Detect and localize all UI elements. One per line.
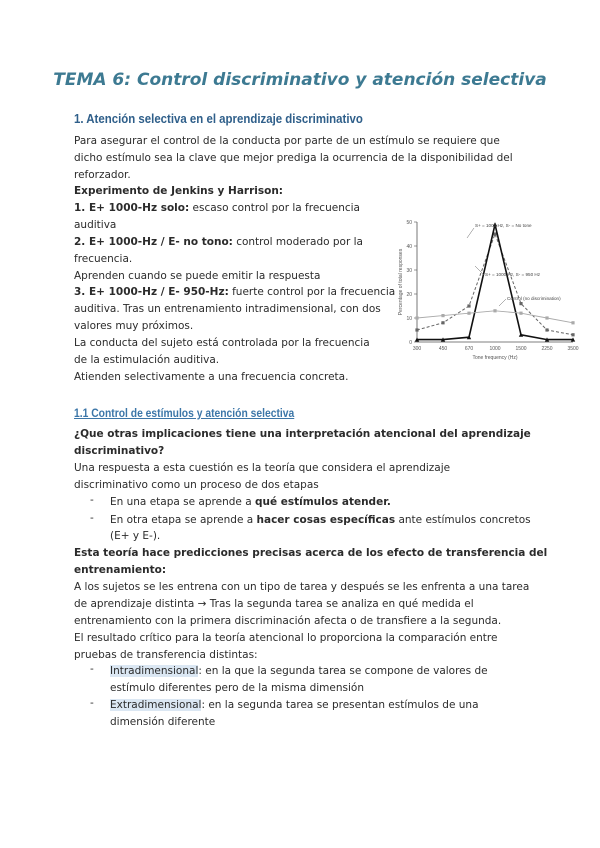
bullet-continuation: dimensión diferente [110, 716, 216, 728]
x-tick-label: 3500 [567, 346, 579, 352]
bullet-item-intradimensional [110, 663, 488, 680]
term-intradimensional: Intradimensional [110, 665, 199, 677]
paragraph-line: dicho estímulo sea la clave que mejor prediga la ocurrencia de la disponibilidad del [74, 152, 513, 164]
y-tick-label: 40 [406, 244, 412, 250]
experiment-item-1 [74, 200, 360, 217]
bullet-dash: - [90, 663, 94, 675]
data-point [415, 328, 418, 331]
paragraph-line: de la estimulación auditiva. [74, 354, 220, 366]
x-tick-label: 1000 [489, 346, 501, 352]
experiment-item-3 [74, 284, 395, 301]
y-tick-label: 50 [406, 220, 412, 226]
x-tick-label: 2250 [541, 346, 553, 352]
y-tick-label: 0 [409, 340, 412, 346]
paragraph-line: de aprendizaje distinta → Tras la segunda tarea se analiza en qué medida el [74, 598, 474, 610]
y-tick-label: 10 [406, 316, 412, 322]
experiment-item-2-label: 2. E+ 1000-Hz / E- no tono: [74, 236, 233, 248]
bullet-continuation: (E+ y E-). [110, 530, 161, 542]
series-line [417, 234, 573, 335]
y-tick-label: 30 [406, 268, 412, 274]
x-tick-label: 1500 [515, 346, 527, 352]
data-point [441, 314, 444, 317]
experiment-item-1-text: escaso control por la frecuencia [189, 202, 360, 214]
annotation-pointer [467, 228, 474, 238]
data-point [415, 316, 418, 319]
data-point [571, 333, 574, 336]
paragraph-line: La conducta del sujeto está controlada por la frecuencia [74, 337, 370, 349]
bullet-text: : en la que la segunda tarea se compone de valores de [198, 665, 488, 677]
paragraph-line: Para asegurar el control de la conducta por parte de un estímulo se requiere que [74, 135, 500, 147]
paragraph-line: A los sujetos se les entrena con un tipo de tarea y después se les enfrenta a una tarea [74, 581, 530, 593]
paragraph-line: Atienden selectivamente a una frecuencia concreta. [74, 371, 349, 383]
chart-annotation: S+ = 1000 Hz, S- = 950 Hz [485, 272, 541, 277]
bullet-text: : en la segunda tarea se presentan estímulos de una [201, 699, 479, 711]
bullet-item [110, 494, 391, 511]
series-line [417, 224, 573, 339]
bullet-item-extradimensional [110, 697, 479, 714]
paragraph-line: pruebas de transferencia distintas: [74, 649, 258, 661]
data-point [545, 316, 548, 319]
section-heading-1-1: 1.1 Control de estímulos y atención selectiva [74, 406, 295, 420]
bullet-dash: - [90, 494, 94, 506]
x-tick-label: 670 [464, 346, 474, 352]
generalization-gradient-chart [395, 214, 585, 364]
data-point [519, 302, 522, 305]
question-line: discriminativo? [74, 445, 165, 457]
y-axis-label: Percentage of total responses [398, 248, 404, 316]
term-extradimensional: Extradimensional [110, 699, 202, 711]
section-heading-1: 1. Atención selectiva en el aprendizaje discriminativo [74, 111, 363, 126]
bullet-text: En otra etapa se aprende a [110, 514, 257, 526]
bullet-emphasis: qué estímulos atender. [254, 496, 391, 508]
chart-annotation: Control (no discrimination) [507, 296, 561, 301]
page-title: TEMA 6: Control discriminativo y atención selectiva [53, 70, 547, 90]
paragraph-line: entrenamiento con la primera discriminación afecta o de transfiere a la segunda. [74, 615, 502, 627]
chart-annotation: S+ = 1000 Hz, S- = No tone [475, 223, 532, 228]
experiment-item-3-label: 3. E+ 1000-Hz / E- 950-Hz: [74, 286, 229, 298]
data-point [545, 328, 548, 331]
data-point [467, 312, 470, 315]
paragraph-line: valores muy próximos. [74, 320, 194, 332]
paragraph-line: discriminativo como un proceso de dos etapas [74, 479, 319, 491]
data-point [519, 312, 522, 315]
data-point [441, 321, 444, 324]
paragraph-line: auditiva. Tras un entrenamiento intradimensional, con dos [74, 303, 381, 315]
bullet-emphasis: hacer cosas específicas [256, 514, 396, 526]
data-point [493, 309, 496, 312]
data-point [493, 232, 496, 235]
question-line: ¿Que otras implicaciones tiene una interpretación atencional del aprendizaje [74, 428, 531, 440]
prediction-line: Esta teoría hace predicciones precisas acerca de los efecto de transferencia del [74, 547, 548, 559]
annotation-pointer [475, 266, 484, 275]
annotation-pointer [499, 299, 506, 306]
paragraph-line: Aprenden cuando se puede emitir la respuesta [74, 270, 321, 282]
y-tick-label: 20 [406, 292, 412, 298]
x-axis-label: Tone frequency (Hz) [472, 355, 518, 361]
prediction-line: entrenamiento: [74, 564, 167, 576]
paragraph-line: auditiva [74, 219, 117, 231]
x-tick-label: 300 [412, 346, 422, 352]
experiment-item-2-text: control moderado por la [232, 236, 363, 248]
bullet-item [110, 512, 531, 529]
experiment-item-3-text: fuerte control por la frecuencia [228, 286, 396, 298]
experiment-title: Experimento de Jenkins y Harrison: [74, 185, 284, 197]
x-tick-label: 450 [438, 346, 448, 352]
series-line [417, 311, 573, 323]
data-point [571, 321, 574, 324]
experiment-item-2 [74, 234, 363, 251]
experiment-item-1-label: 1. E+ 1000-Hz solo: [74, 202, 190, 214]
data-point [467, 304, 470, 307]
bullet-text: ante estímulos concretos [395, 514, 531, 526]
paragraph-line: frecuencia. [74, 253, 133, 265]
bullet-dash: - [90, 697, 94, 709]
paragraph-line: Una respuesta a esta cuestión es la teoría que considera el aprendizaje [74, 462, 451, 474]
bullet-text: En una etapa se aprende a [110, 496, 255, 508]
paragraph-line: reforzador. [74, 169, 131, 181]
paragraph-line: El resultado crítico para la teoría atencional lo proporciona la comparación entre [74, 632, 498, 644]
bullet-continuation: estímulo diferentes pero de la misma dimensión [110, 682, 364, 694]
bullet-dash: - [90, 512, 94, 524]
